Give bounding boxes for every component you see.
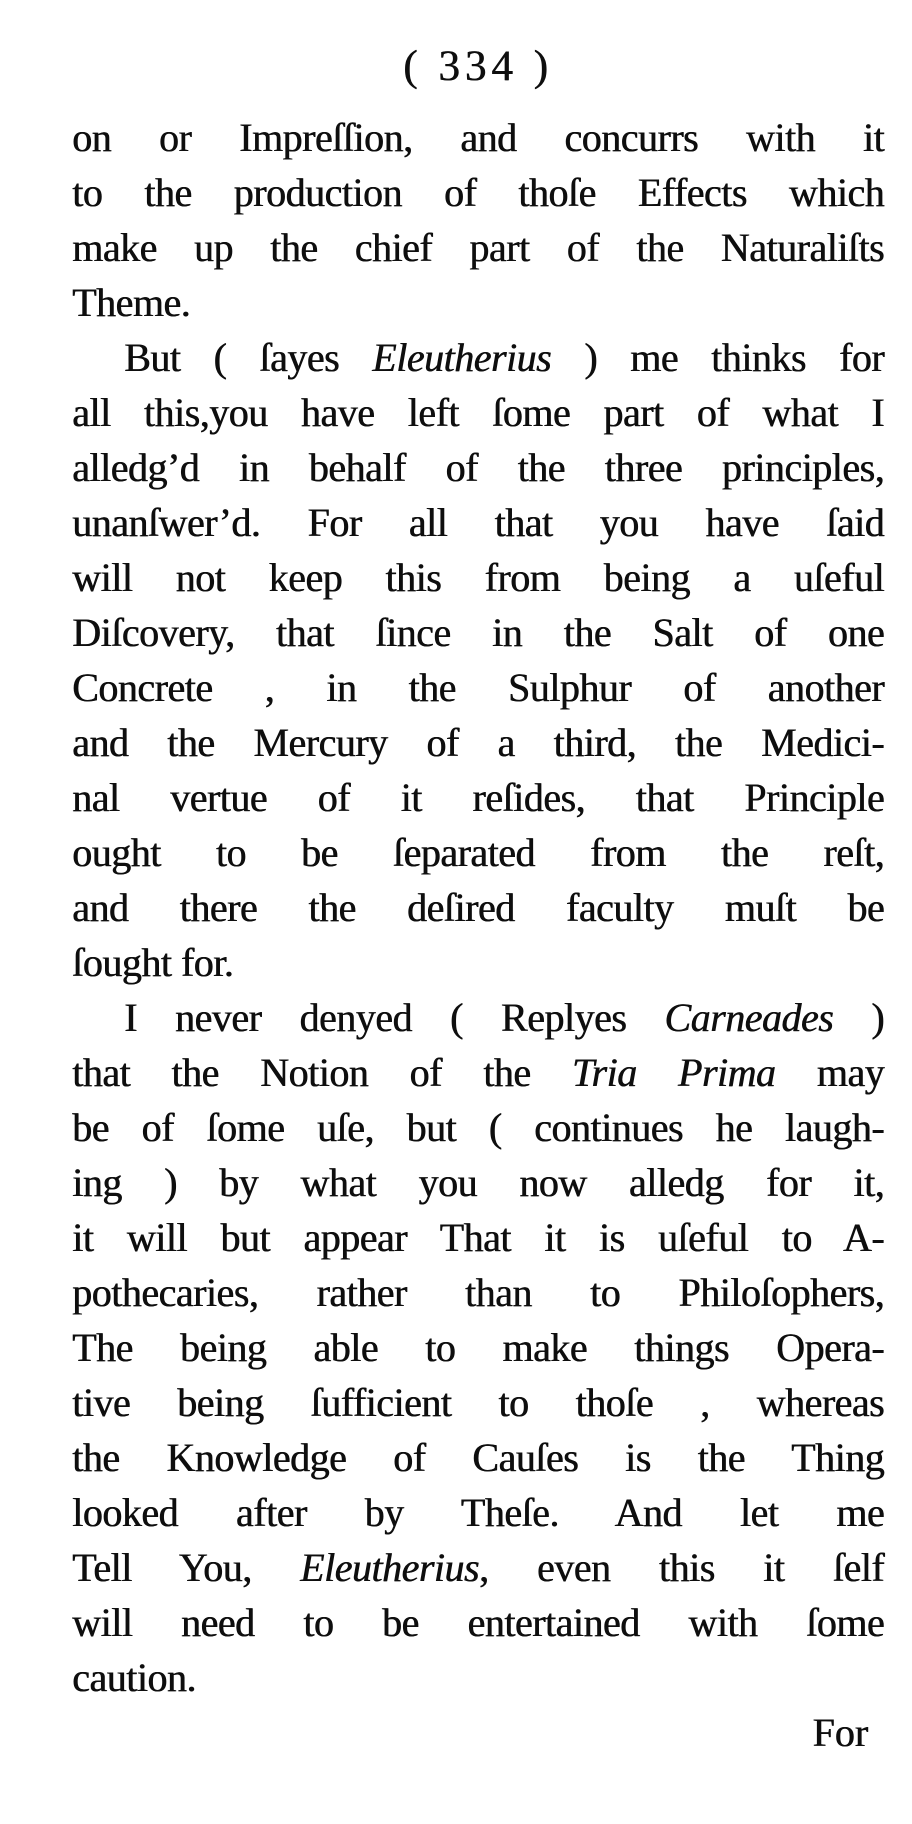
text-line	[72, 495, 884, 550]
text-run: will not keep this from being a uſeful	[72, 555, 884, 600]
text-line	[72, 1045, 884, 1100]
text-line	[72, 550, 884, 605]
text-run: to the production of thoſe Effects which	[72, 170, 884, 215]
text-run: and the Mercury of a third, the Medici-	[72, 720, 884, 765]
text-run: Concrete , in the Sulphur of another	[72, 665, 884, 710]
text-line	[72, 165, 884, 220]
text-line	[72, 1485, 884, 1540]
text-run: )	[833, 995, 884, 1040]
text-line	[72, 385, 884, 440]
text-run: I never denyed ( Replyes	[124, 995, 665, 1040]
text-run: and there the deſired faculty muſt be	[72, 885, 884, 930]
text-run: Theme.	[72, 280, 191, 325]
text-line	[72, 715, 884, 770]
text-run: that the Notion of the	[72, 1050, 572, 1095]
text-run: be of ſome uſe, but ( continues he laugh-	[72, 1105, 884, 1150]
text-line	[72, 275, 884, 330]
text-line	[72, 1650, 884, 1705]
text-run: the Knowledge of Cauſes is the Thing	[72, 1435, 884, 1480]
text-line	[72, 1210, 884, 1265]
text-line	[72, 1265, 884, 1320]
text-run: ought to be ſeparated from the reſt,	[72, 830, 884, 875]
text-line	[72, 220, 884, 275]
text-line	[72, 1320, 884, 1375]
text-run: all this,you have left ſome part of what I	[72, 390, 884, 435]
text-run: ) me thinks for	[551, 335, 884, 380]
text-run: looked after by Theſe. And let me	[72, 1490, 884, 1535]
text-run: Diſcovery, that ſince in the Salt of one	[72, 610, 884, 655]
text-line	[72, 990, 884, 1045]
text-run: But ( ſayes	[124, 335, 373, 380]
text-line	[72, 880, 884, 935]
italic-text-run: Carneades	[664, 995, 834, 1040]
text-run: nal vertue of it reſides, that Principle	[72, 775, 884, 820]
text-run: make up the chief part of the Naturaliſts	[72, 225, 884, 270]
text-run: unanſwer’d. For all that you have ſaid	[72, 500, 884, 545]
text-run: it will but appear That it is uſeful to A-	[72, 1215, 884, 1260]
text-line	[72, 110, 884, 165]
text-run: pothecaries, rather than to Philoſophers,	[72, 1270, 884, 1315]
text-run: alledg’d in behalf of the three principles,	[72, 445, 884, 490]
text-line	[72, 770, 884, 825]
text-line	[72, 1595, 884, 1650]
italic-text-run: Eleutherius	[299, 1545, 479, 1590]
text-line	[72, 605, 884, 660]
text-line	[72, 1430, 884, 1485]
italic-text-run: Eleutherius	[372, 335, 551, 380]
text-column	[72, 110, 884, 1705]
text-run: Tell You,	[72, 1545, 300, 1590]
catchword: For	[812, 1710, 868, 1755]
text-run: ſought for.	[72, 940, 234, 985]
text-line	[72, 825, 884, 880]
text-run: on or Impreſſion, and concurrs with it	[72, 115, 884, 160]
text-run: tive being ſufficient to thoſe , whereas	[72, 1380, 884, 1425]
italic-text-run: Tria Prima	[571, 1050, 776, 1095]
text-run: The being able to make things Opera-	[72, 1325, 884, 1370]
text-line	[72, 660, 884, 715]
text-line	[72, 440, 884, 495]
page-number: ( 334 )	[403, 43, 553, 90]
text-run: ing ) by what you now alledg for it,	[72, 1160, 884, 1205]
text-run: caution.	[72, 1655, 196, 1700]
text-run: , even this it ſelf	[478, 1545, 884, 1590]
text-line	[72, 1155, 884, 1210]
text-run: may	[775, 1050, 885, 1095]
text-line	[72, 935, 884, 990]
text-line	[72, 1540, 884, 1595]
text-run: will need to be entertained with ſome	[72, 1600, 884, 1645]
text-line	[72, 330, 884, 385]
text-line	[72, 1100, 884, 1155]
text-line	[72, 1375, 884, 1430]
